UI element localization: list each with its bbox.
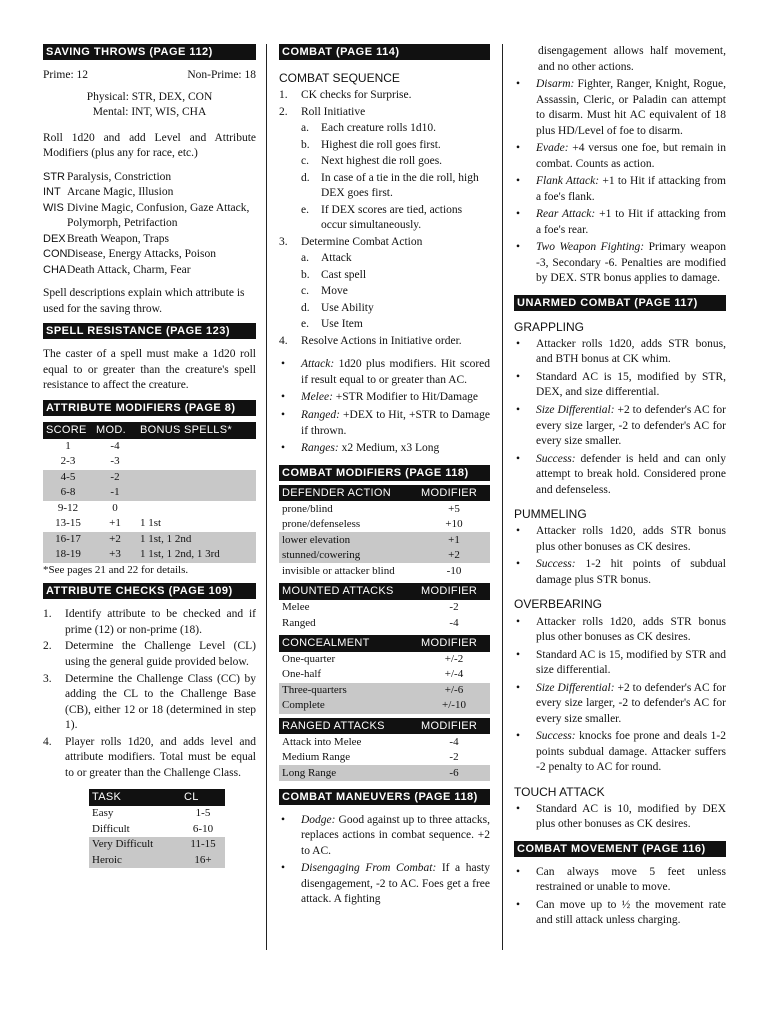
column-1 [43, 44, 256, 868]
bullet-icon: • [516, 648, 521, 661]
mod-cell: +1 [109, 517, 121, 530]
score-cell: 2-3 [60, 455, 76, 468]
bullet-icon: • [281, 408, 286, 421]
mod-cell: -4 [110, 439, 120, 452]
defender-action-column-header: DEFENDER ACTION [279, 485, 418, 502]
attribute-modifiers-header: ATTRIBUTE MODIFIERS (PAGE 8) [43, 400, 256, 416]
description: Standard AC is 15, modified by STR, DEX, and size differential. [536, 370, 726, 399]
table-row [43, 547, 256, 563]
sub-step-text: Cast spell [321, 268, 367, 281]
list-item [514, 403, 726, 450]
mod-cell: -1 [93, 485, 137, 501]
overbearing-title: OVERBEARING [514, 597, 603, 612]
saving-throw-row [43, 185, 256, 201]
list-item [514, 524, 726, 555]
saving-throw-attribute-list [43, 170, 256, 279]
table-row [43, 454, 256, 470]
bullet-icon: • [516, 78, 521, 91]
maneuver-bullets-continued [514, 77, 726, 287]
description: Standard AC is 10, modified by DEX plus other bonuses as CK desires. [536, 802, 726, 831]
attribute-check-step: 4. Player rolls 1d20, and adds level and attribute modifiers. Total must be equal to or greater than the Challenge Class. [43, 735, 256, 782]
table-row [279, 698, 490, 714]
sub-step: c. Next highest die roll goes. [279, 154, 490, 170]
grappling-title: GRAPPLING [514, 319, 585, 334]
sub-step-text: Each creature rolls 1d10. [321, 122, 436, 135]
action-cell: Attack into Melee [282, 735, 362, 748]
unarmed-combat-header: UNARMED COMBAT (PAGE 117) [514, 295, 726, 311]
bullet-icon: • [516, 898, 521, 911]
term: Success: [536, 558, 576, 571]
list-item [279, 861, 490, 908]
sequence-step-2: 2. Roll Initiative [279, 105, 366, 118]
table-row [279, 750, 490, 766]
table-row [279, 532, 490, 548]
sequence-step-1: 1. CK checks for Surprise. [279, 89, 412, 102]
overbearing-list [514, 615, 726, 776]
combat-maneuver-bullets [279, 813, 490, 908]
list-item [279, 441, 490, 457]
combat-sequence-title: COMBAT SEQUENCE [279, 71, 400, 85]
action-cell: Three-quarters [279, 683, 418, 699]
term: Ranged: [301, 408, 340, 421]
mounted-column-header: MOUNTED ATTACKS [279, 583, 418, 600]
pummeling-title: PUMMELING [514, 507, 587, 522]
bonus-spells-cell [137, 439, 256, 455]
list-item [279, 813, 490, 860]
saving-throw-row [43, 232, 256, 248]
table-row [279, 734, 490, 750]
sub-step: d. Use Ability [279, 301, 490, 317]
task-cell: Easy [92, 807, 114, 820]
task-column-header: TASK [89, 789, 181, 806]
table-row [89, 852, 225, 868]
description: +DEX to Hit, +STR to Damage if thrown. [301, 408, 490, 437]
list-item [514, 452, 726, 499]
concealment-modifier-column-header: MODIFIER [418, 635, 490, 652]
list-item [514, 729, 726, 776]
bullet-icon: • [516, 615, 521, 628]
sub-step-text: Move [321, 285, 348, 298]
concealment-column-header: CONCEALMENT [279, 635, 418, 652]
sub-step: a. Each creature rolls 1d10. [279, 121, 490, 137]
score-cell: 1 [65, 439, 71, 452]
table-row [89, 806, 225, 822]
attribute-abbr: WIS [43, 201, 64, 214]
action-cell: Ranged [282, 616, 316, 629]
bullet-icon: • [516, 175, 521, 188]
combat-movement-header: COMBAT MOVEMENT (PAGE 116) [514, 841, 726, 857]
combat-maneuvers-header: COMBAT MANEUVERS (PAGE 118) [279, 789, 490, 805]
mounted-attacks-table [279, 583, 490, 631]
action-cell: prone/blind [282, 502, 333, 515]
ranged-attacks-table [279, 718, 490, 781]
physical-line: Physical: STR, DEX, CON [86, 90, 213, 103]
sequence-step-3: 3. Determine Combat Action [279, 235, 423, 248]
attribute-saves: Paralysis, Constriction [67, 170, 172, 183]
bullet-icon: • [281, 358, 286, 371]
bullet-icon: • [281, 813, 286, 826]
modifier-cell: -4 [449, 735, 459, 748]
combat-bullets [279, 357, 490, 456]
sub-step: b. Cast spell [279, 268, 490, 284]
description: Can always move 5 feet unless restrained or unable to move. [536, 865, 726, 894]
action-cell: invisible or attacker blind [282, 564, 395, 577]
list-item [514, 557, 726, 588]
saving-throw-row [43, 263, 256, 279]
mod-column-header: MOD. [93, 422, 137, 439]
bullet-icon: • [516, 865, 521, 878]
list-item [514, 174, 726, 205]
bullet-icon: • [516, 730, 521, 743]
sub-step: c. Move [279, 284, 490, 300]
term: Size Differential: [536, 403, 615, 416]
bullet-icon: • [516, 241, 521, 254]
term: Melee: [301, 391, 333, 404]
term: Two Weapon Fighting: [536, 241, 645, 254]
term: Success: [536, 730, 576, 743]
bonus-spells-cell [137, 454, 256, 470]
sub-step-text: Highest die roll goes first. [321, 138, 441, 151]
prime-label: Prime: 12 [43, 69, 89, 81]
bullet-icon: • [516, 681, 521, 694]
modifier-cell: +/-4 [444, 668, 464, 681]
sub-step-text: Next highest die roll goes. [321, 155, 443, 168]
list-item [514, 681, 726, 728]
sub-step: e. If DEX scores are tied, actions occur simultaneously. [279, 203, 490, 234]
modifier-cell: +1 [418, 532, 490, 548]
description: +1 to Hit if attacking from a foe's rear. [536, 208, 726, 236]
description: +1 to Hit if attacking from a foe's flank. [536, 175, 726, 203]
action-cell: Complete [279, 698, 418, 714]
sub-step-text: In case of a tie in the die roll, high DEX goes first. [321, 171, 479, 200]
attribute-abbr: DEX [43, 232, 66, 245]
modifier-cell: +10 [445, 518, 463, 531]
action-cell: Medium Range [282, 751, 351, 764]
term: Attack: [301, 358, 335, 371]
modifier-cell: +2 [418, 548, 490, 564]
description: x2 Medium, x3 Long [338, 442, 440, 455]
bullet-icon: • [516, 142, 521, 155]
bonus-spells-cell [137, 501, 256, 517]
table-row [279, 548, 490, 564]
attribute-checks-header: ATTRIBUTE CHECKS (PAGE 109) [43, 583, 256, 599]
attribute-modifiers-footnote: *See pages 21 and 22 for details. [43, 563, 189, 576]
list-item [514, 207, 726, 238]
description: 1-2 hit points of subdual damage plus STR bonus. [536, 558, 726, 586]
term: Flank Attack: [536, 175, 600, 188]
step-text: Identify attribute to be checked and if prime (12) or non-prime (18). [65, 608, 256, 636]
attribute-check-step: 1. Identify attribute to be checked and if prime (12) or non-prime (18). [43, 607, 256, 638]
description: 1d20 plus modifiers. Hit scored if result equal to or greater than AC. [301, 358, 490, 386]
term: Size Differential: [536, 681, 615, 694]
table-row [89, 821, 225, 837]
cl-cell: 6-10 [192, 822, 214, 835]
description: +4 versus one foe, but remain in combat. Counts as action. [536, 142, 726, 170]
column-2 [279, 44, 490, 910]
combat-movement-list [514, 865, 726, 929]
description: +2 to defender's AC for every size larger, -2 to defender's AC for every size smaller. [536, 681, 726, 725]
bullet-icon: • [516, 452, 521, 465]
table-row [279, 683, 490, 699]
term: Success: [536, 452, 576, 465]
description: Good against up to three attacks, replaces actions in combat sequence. +2 to AC. [301, 813, 490, 857]
table-row [43, 532, 256, 548]
touch-attack-list [514, 802, 726, 833]
attribute-checks-steps [43, 607, 256, 781]
score-cell: 18-19 [43, 547, 93, 563]
description: +STR Modifier to Hit/Damage [332, 391, 479, 404]
mod-cell: -3 [110, 455, 120, 468]
sub-step: a. Attack [279, 251, 490, 267]
table-row [43, 439, 256, 455]
column-3 [514, 44, 726, 931]
table-row [43, 470, 256, 486]
sub-step: e. Use Item [279, 317, 490, 333]
bullet-icon: • [516, 370, 521, 383]
list-item [514, 615, 726, 646]
modifier-cell: -6 [418, 765, 490, 781]
spell-note: Spell descriptions explain which attribute is used for the saving throw. [43, 287, 245, 315]
modifier-cell: -2 [449, 751, 459, 764]
attribute-saves: Death Attack, Charm, Fear [67, 263, 191, 276]
sub-step-text: Attack [321, 252, 352, 265]
list-item [514, 865, 726, 896]
action-cell: Melee [282, 601, 310, 614]
saving-throw-row [43, 201, 256, 232]
score-cell: 4-5 [43, 470, 93, 486]
description: knocks foe prone and deals 1-2 points subdual damage. Attacker suffers -2 penalty to AC for round. [536, 730, 726, 774]
description: +2 to defender's AC for every size larger, -2 to defender's AC for every size smaller. [536, 403, 726, 448]
term: Disarm: [536, 78, 575, 91]
modifier-cell: +/-10 [418, 698, 490, 714]
description: Attacker rolls 1d20, adds STR bonus plus other bonuses as CK desires. [536, 525, 726, 553]
action-cell: Long Range [279, 765, 418, 781]
bonus-spells-cell: 1 1st, 1 2nd [137, 532, 256, 548]
action-cell: prone/defenseless [282, 518, 361, 531]
attribute-modifiers-table [43, 422, 256, 563]
list-item [279, 357, 490, 388]
bonus-spells-cell: 1 1st, 1 2nd, 1 3rd [137, 547, 256, 563]
list-item [514, 337, 726, 368]
attribute-abbr: INT [43, 186, 61, 199]
bonus-column-header: BONUS SPELLS* [137, 422, 256, 439]
sub-step: b. Highest die roll goes first. [279, 138, 490, 154]
bullet-icon: • [516, 558, 521, 571]
spell-resistance-header: SPELL RESISTANCE (PAGE 123) [43, 323, 256, 339]
ranged-modifier-column-header: MODIFIER [418, 718, 490, 735]
cl-cell: 16+ [181, 852, 225, 868]
bullet-icon: • [281, 442, 286, 455]
mod-cell: +2 [93, 532, 137, 548]
touch-attack-title: TOUCH ATTACK [514, 784, 605, 799]
table-row [43, 485, 256, 501]
column-divider-1 [266, 44, 267, 950]
saving-throw-row [43, 170, 256, 186]
ranged-column-header: RANGED ATTACKS [279, 718, 418, 735]
table-row [279, 667, 490, 683]
table-row [43, 516, 256, 532]
list-item [514, 370, 726, 401]
defender-action-table [279, 485, 490, 579]
step-text: Determine the Challenge Class (CC) by adding the CL to the Challenge Base (CB), either 12 or 18 (determined in step 1). [65, 672, 256, 732]
description: defender is held and can only attempt to break hold. Considered prone and defenseless. [536, 452, 726, 496]
sub-step-text: Use Item [321, 318, 363, 331]
step-text: Determine the Challenge Level (CL) using the general guide provided below. [65, 640, 256, 668]
list-item [279, 390, 490, 406]
prime-row [43, 68, 256, 84]
action-cell: stunned/cowering [279, 548, 418, 564]
disengage-continued-text: disengagement allows half movement, and no other actions. [538, 45, 726, 73]
step-text: Player rolls 1d20, and adds level and attribute modifiers. Total must be equal to or greater than the Challenge Class. [65, 735, 256, 779]
modifier-cell: -10 [446, 564, 462, 577]
non-prime-label: Non-Prime: 18 [187, 69, 256, 81]
combat-header: COMBAT (PAGE 114) [279, 44, 490, 60]
table-row [43, 501, 256, 517]
spell-resistance-text: The caster of a spell must make a 1d20 roll equal to or greater than the creature's spell resistance to affect the creature. [43, 348, 256, 392]
mod-cell: 0 [112, 501, 118, 514]
modifier-cell: -2 [449, 601, 459, 614]
table-row [89, 837, 225, 853]
bonus-spells-cell [137, 470, 256, 486]
cl-cell: 11-15 [181, 837, 225, 853]
table-row [279, 501, 490, 517]
table-row [279, 652, 490, 668]
modifier-cell: +/-2 [444, 652, 464, 665]
list-item [514, 240, 726, 287]
sub-step-text: If DEX scores are tied, actions occur simultaneously. [321, 203, 463, 232]
term: Disengaging From Combat: [301, 862, 437, 875]
term: Dodge: [301, 813, 336, 826]
attribute-saves: Breath Weapon, Traps [67, 232, 170, 245]
sub-step: d. In case of a tie in the die roll, high DEX goes first. [279, 171, 490, 202]
attribute-abbr: CON [43, 248, 68, 261]
modifier-cell: -4 [449, 616, 459, 629]
column-divider-2 [502, 44, 503, 950]
table-row [279, 563, 490, 579]
mod-cell: -2 [93, 470, 137, 486]
description: Fighter, Ranger, Knight, Rogue, Assassin, Cleric, or Paladin can attempt to disarm. Must hit AC equivalent of 18 plus HD/Level of foe to disarm. [536, 78, 726, 137]
score-cell: 16-17 [43, 532, 93, 548]
action-cell: One-quarter [282, 652, 336, 665]
list-item [514, 898, 726, 929]
description: If a hasty disengagement, -2 to AC. Foes get a free attack. A fighting [301, 862, 490, 906]
description: Primary weapon -3, Secondary -6. Penalties are modified by DEX. STR bonus applies to damage. [536, 241, 726, 285]
bullet-icon: • [516, 403, 521, 416]
attribute-saves: Arcane Magic, Illusion [67, 186, 174, 199]
list-item [514, 141, 726, 172]
attribute-saves: Divine Magic, Confusion, Gaze Attack, Polymorph, Petrifaction [67, 201, 250, 230]
sub-step-text: Use Ability [321, 301, 374, 314]
task-table [89, 789, 225, 868]
description: Standard AC is 15, modified by STR and size differential. [536, 648, 726, 677]
mod-cell: +3 [93, 547, 137, 563]
bonus-spells-cell: 1 1st [140, 517, 162, 530]
modifier-cell: +/-6 [418, 683, 490, 699]
roll-text: Roll 1d20 and add Level and Attribute Modifiers (plus any for race, etc.) [43, 131, 256, 160]
mental-line: Mental: INT, WIS, CHA [92, 106, 207, 119]
score-cell: 13-15 [55, 517, 81, 530]
score-cell: 6-8 [43, 485, 93, 501]
task-cell: Heroic [89, 852, 181, 868]
initiative-substeps [279, 121, 490, 234]
attribute-check-step: 3. Determine the Challenge Class (CC) by adding the CL to the Challenge Base (CB), either 12 or 18 (determined in step 1). [43, 672, 256, 734]
task-cell: Difficult [92, 822, 130, 835]
description: Can move up to ½ the movement rate and still attack unless charging. [536, 898, 726, 927]
description: Attacker rolls 1d20, adds STR bonus plus other bonuses as CK desires. [536, 615, 726, 644]
term: Evade: [536, 142, 569, 155]
defender-modifier-column-header: MODIFIER [418, 485, 490, 502]
combat-modifiers-header: COMBAT MODIFIERS (PAGE 118) [279, 465, 490, 481]
attribute-abbr: STR [43, 170, 65, 183]
table-row [279, 600, 490, 616]
term: Ranges: [301, 442, 339, 455]
modifier-cell: +5 [448, 502, 460, 515]
task-cell: Very Difficult [89, 837, 181, 853]
bullet-icon: • [516, 337, 521, 350]
table-row [279, 615, 490, 631]
description: Attacker rolls 1d20, adds STR bonus, and BTH bonus at CK whim. [536, 337, 726, 366]
attribute-check-step: 2. Determine the Challenge Level (CL) using the general guide provided below. [43, 639, 256, 670]
table-row [279, 765, 490, 781]
action-cell: One-half [282, 668, 322, 681]
list-item [514, 77, 726, 139]
list-item [514, 648, 726, 679]
score-column-header: SCORE [43, 422, 93, 439]
table-row [279, 517, 490, 533]
saving-throw-row [43, 247, 256, 263]
bullet-icon: • [281, 862, 286, 875]
grappling-list [514, 337, 726, 498]
cl-cell: 1-5 [195, 807, 211, 820]
list-item [514, 802, 726, 833]
bullet-icon: • [516, 802, 521, 815]
sequence-step-4: 4. Resolve Actions in Initiative order. [279, 334, 462, 347]
bonus-spells-cell [137, 485, 256, 501]
term: Rear Attack: [536, 208, 596, 221]
bullet-icon: • [281, 391, 286, 404]
pummeling-list [514, 524, 726, 588]
attribute-saves: Disease, Energy Attacks, Poison [67, 248, 216, 261]
bullet-icon: • [516, 525, 521, 538]
cl-column-header: CL [181, 789, 225, 806]
combat-action-substeps [279, 251, 490, 333]
list-item [279, 408, 490, 439]
bullet-icon: • [516, 208, 521, 221]
mounted-modifier-column-header: MODIFIER [418, 583, 490, 600]
score-cell: 9-12 [57, 501, 79, 514]
saving-throws-header: SAVING THROWS (PAGE 112) [43, 44, 256, 60]
concealment-table [279, 635, 490, 714]
action-cell: lower elevation [279, 532, 418, 548]
attribute-abbr: CHA [43, 263, 67, 276]
